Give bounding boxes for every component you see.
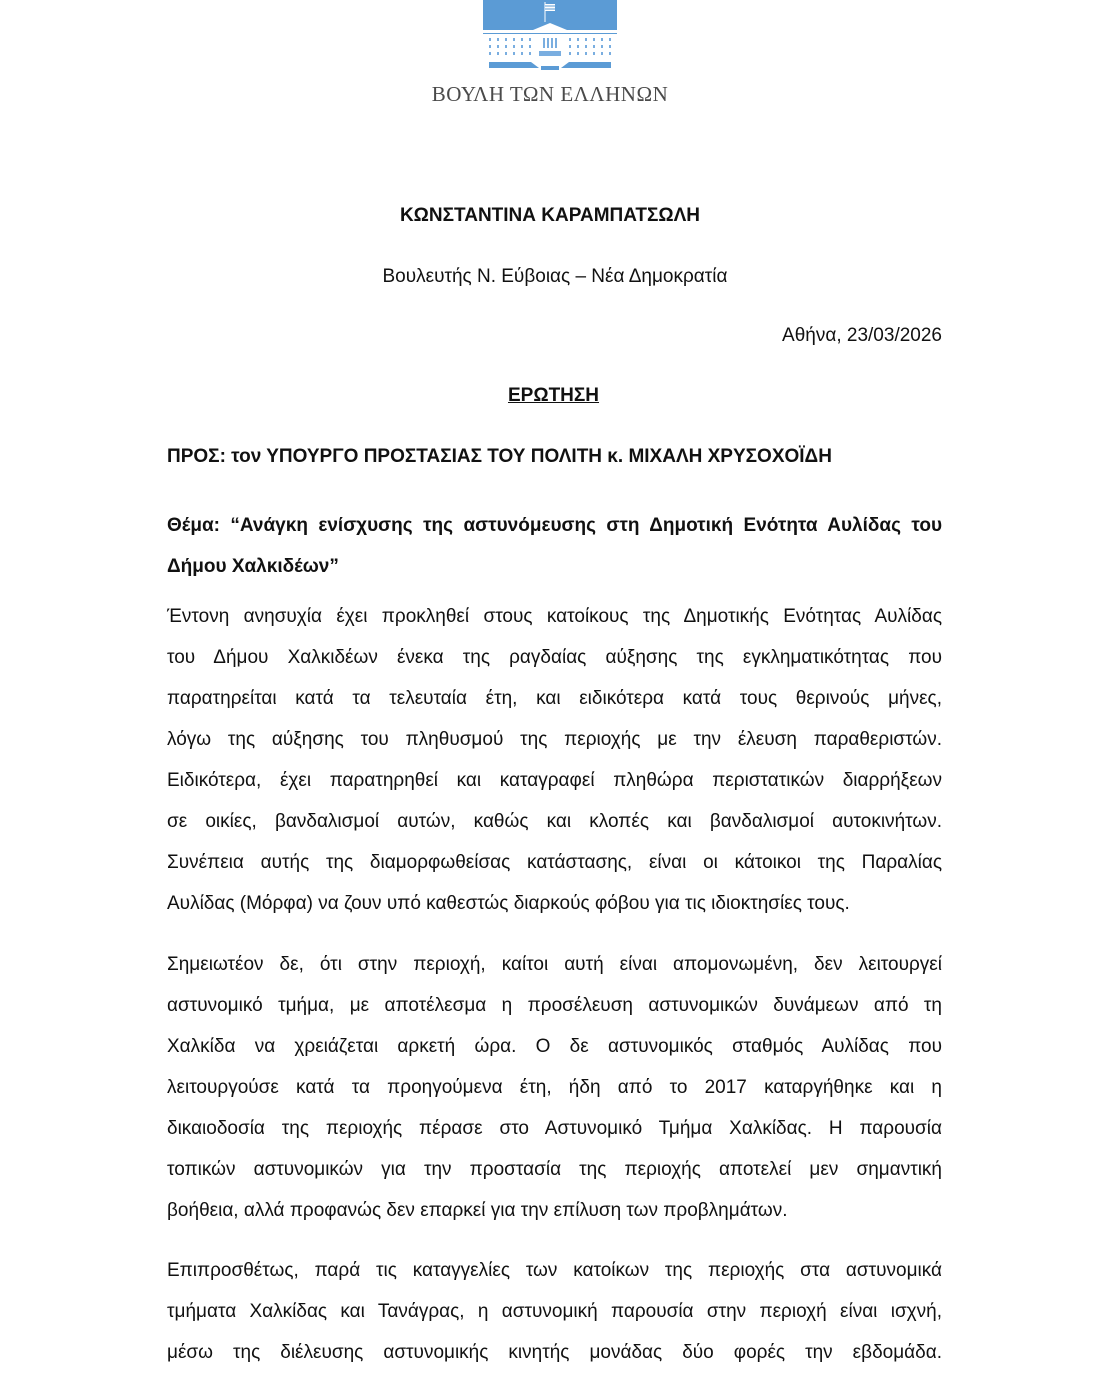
paragraph-line: αστυνομικό τμήμα, με αποτέλεσμα η προσέλευση αστυνομικών δυνάμεων από τη [167,995,942,1016]
paragraph-line: Χαλκίδα να χρειάζεται αρκετή ώρα. Ο δε αστυνομικός σταθμός Αυλίδας που [167,1036,942,1057]
paragraph-line: βοήθεια, αλλά προφανώς δεν επαρκεί για την επίλυση των προβλημάτων. [167,1200,788,1221]
paragraph-line: σε οικίες, βανδαλισμοί αυτών, καθώς και κλοπές και βανδαλισμοί αυτοκινήτων. [167,811,942,832]
paragraph-line: μέσω της διέλευσης αστυνομικής κινητής μονάδας δύο φορές την εβδομάδα. [167,1342,942,1363]
paragraph-line: Σημειωτέον δε, ότι στην περιοχή, καίτοι αυτή είναι απομονωμένη, δεν λειτουργεί [167,954,942,975]
paragraph-line: τμήματα Χαλκίδας και Τανάγρας, η αστυνομική παρουσία στην περιοχή είναι ισχνή, [167,1301,942,1322]
paragraph-line: Έντονη ανησυχία έχει προκληθεί στους κατοίκους της Δημοτικής Ενότητας Αυλίδας [167,606,942,627]
hellenic-parliament-building-icon [483,0,617,72]
paragraph-line: δικαιοδοσία της περιοχής πέρασε στο Αστυνομικό Τμήμα Χαλκίδας. Η παρουσία [167,1118,942,1139]
date-line: Αθήνα, 23/03/2026 [782,325,942,346]
body-paragraph-1 [167,596,942,924]
paragraph-line: Επιπροσθέτως, παρά τις καταγγελίες των κατοίκων της περιοχής στα αστυνομικά [167,1260,942,1281]
body-paragraph-2 [167,944,942,1231]
parliament-logo-text: ΒΟΥΛΗ ΤΩΝ ΕΛΛΗΝΩΝ [431,82,669,106]
author-role: Βουλευτής Ν. Εύβοιας – Νέα Δημοκρατία [382,266,728,287]
paragraph-line: τοπικών αστυνομικών για την προστασία της περιοχής αποτελεί μεν σημαντική [167,1159,942,1180]
author-name: ΚΩΝΣΤΑΝΤΙΝΑ ΚΑΡΑΜΠΑΤΣΩΛΗ [399,205,701,226]
paragraph-line: λειτουργούσε κατά τα προηγούμενα έτη, ήδη από το 2017 καταργήθηκε και η [167,1077,942,1098]
paragraph-line: λόγω της αύξησης του πληθυσμού της περιοχής με την έλευση παραθεριστών. [167,729,942,750]
paragraph-line: Συνέπεια αυτής της διαμορφωθείσας κατάστασης, είναι οι κάτοικοι της Παραλίας [167,852,942,873]
paragraph-line: του Δήμου Χαλκιδέων ένεκα της ραγδαίας αύξησης της εγκληματικότητας που [167,647,942,668]
body-paragraph-3 [167,1250,942,1373]
parliament-logo [483,0,617,72]
paragraph-line: παρατηρείται κατά τα τελευταία έτη, και ειδικότερα κατά τους θερινούς μήνες, [167,688,942,709]
document-title: ΕΡΩΤΗΣΗ [507,385,600,406]
paragraph-line: Ειδικότερα, έχει παρατηρηθεί και καταγραφεί πληθώρα περιστατικών διαρρήξεων [167,770,942,791]
subject-line: Θέμα: “Ανάγκη ενίσχυσης της αστυνόμευσης στη Δημοτική Ενότητα Αυλίδας του Δήμου Χαλκιδέων” [167,515,942,577]
recipient-line: ΠΡΟΣ: τον ΥΠΟΥΡΓΟ ΠΡΟΣΤΑΣΙΑΣ ΤΟΥ ΠΟΛΙΤΗ κ. ΜΙΧΑΛΗ ΧΡΥΣΟΧΟΪΔΗ [167,446,832,467]
paragraph-line: Αυλίδας (Μόρφα) να ζουν υπό καθεστώς διαρκούς φόβου για τις ιδιοκτησίες τους. [167,893,850,914]
